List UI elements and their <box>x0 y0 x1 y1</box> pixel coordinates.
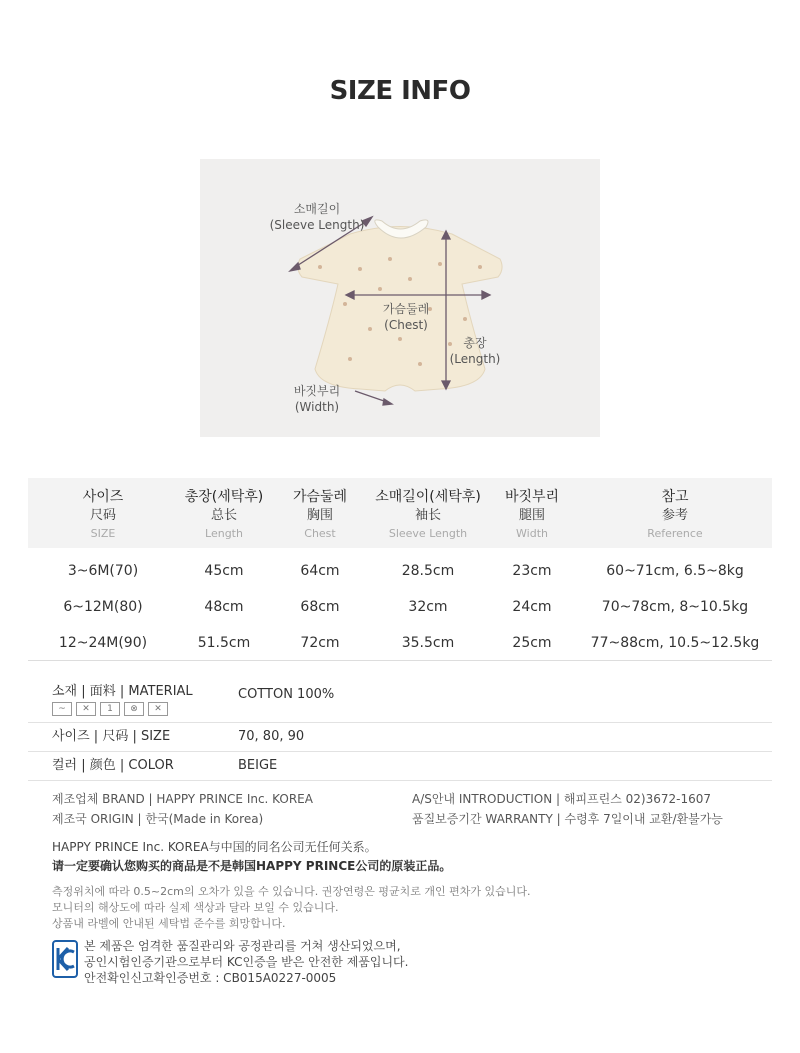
chinese-notice-2: 请一定要确认您购买的商品是不是韩国HAPPY PRINCE公司的原装正品。 <box>52 859 452 873</box>
origin-info: 제조국 ORIGIN | 한국(Made in Korea) <box>52 812 264 826</box>
material-value: COTTON 100% <box>238 687 335 702</box>
chest-label-en: (Chest) <box>384 318 428 332</box>
header-chest: 가슴둘레 胸围 Chest <box>292 489 348 540</box>
note-line: 모니터의 해상도에 따라 실제 색상과 달라 보일 수 있습니다. <box>52 901 339 914</box>
header-width: 바짓부리 腿围 Width <box>504 489 560 540</box>
material-row <box>28 672 772 723</box>
no-bleach-icon: ✕ <box>76 702 96 716</box>
kc-notice: 본 제품은 엄격한 품질관리와 공정관리를 거쳐 생산되었으며, 공인시험인증기관으로부터 KC인증을 받은 안전한 제품입니다. 안전확인신고확인증번호 : CB015A0227-0005 <box>84 939 409 985</box>
as-info: A/S안내 INTRODUCTION | 해피프린스 02)3672-1607 <box>412 792 711 806</box>
table-row: 3~6M(70) 45cm 64cm 28.5cm 23cm 60~71cm, 6.5~8kg <box>67 563 744 579</box>
size-value: 70, 80, 90 <box>238 729 305 744</box>
width-label-en: (Width) <box>294 400 340 414</box>
table-row: 12~24M(90) 51.5cm 72cm 35.5cm 25cm 77~88cm, 10.5~12.5kg <box>58 635 760 651</box>
length-label-ko: 총장 <box>463 336 487 350</box>
product-photo <box>200 159 600 437</box>
header-length: 총장(세탁후) 总长 Length <box>184 489 264 540</box>
header-sleeve: 소매길이(세탁후) 袖长 Sleeve Length <box>375 489 481 540</box>
color-row <box>28 752 772 781</box>
table-row: 6~12M(80) 48cm 68cm 32cm 24cm 70~78cm, 8~10.5kg <box>63 599 749 615</box>
color-value: BEIGE <box>238 758 278 773</box>
product-info-table <box>28 672 772 781</box>
page-title: SIZE INFO <box>329 76 471 106</box>
material-label: 소재 | 面料 | MATERIAL <box>52 684 193 699</box>
header-reference: 참고 参考 Reference <box>647 489 703 540</box>
size-table <box>28 478 772 661</box>
wash-icon: ~ <box>52 702 72 716</box>
notes <box>52 884 530 932</box>
sleeve-label-en: (Sleeve Length) <box>269 218 365 232</box>
size-table-header <box>28 478 772 548</box>
chest-label-ko: 가슴둘레 <box>382 302 430 316</box>
no-tumble-dry-icon: ⊗ <box>124 702 144 716</box>
warranty-info: 품질보증기간 WARRANTY | 수령후 7일이내 교환/환불가능 <box>412 812 723 826</box>
dry-icon: 1 <box>100 702 120 716</box>
chinese-notice-1: HAPPY PRINCE Inc. KOREA与中国的同名公司无任何关系。 <box>52 840 377 854</box>
size-label: 사이즈 | 尺码 | SIZE <box>52 729 171 744</box>
size-row <box>28 723 772 752</box>
note-line: 측정위치에 따라 0.5~2cm의 오차가 있을 수 있습니다. 권장연령은 평균치로 개인 편차가 있습니다. <box>52 885 531 898</box>
kc-mark-icon <box>52 940 78 982</box>
sleeve-label-ko: 소매길이 <box>293 202 341 216</box>
care-icons <box>52 702 226 716</box>
color-label: 컬러 | 颜色 | COLOR <box>52 758 174 773</box>
note-line: 상품내 라벨에 안내된 세탁법 준수를 희망합니다. <box>52 917 286 930</box>
header-size: 사이즈 尺码 SIZE <box>82 489 124 540</box>
width-label-ko: 바짓부리 <box>293 384 341 398</box>
no-dry-clean-icon: ✕ <box>148 702 168 716</box>
brand-info: 제조업체 BRAND | HAPPY PRINCE Inc. KOREA <box>52 792 313 806</box>
length-label-en: (Length) <box>449 352 501 366</box>
